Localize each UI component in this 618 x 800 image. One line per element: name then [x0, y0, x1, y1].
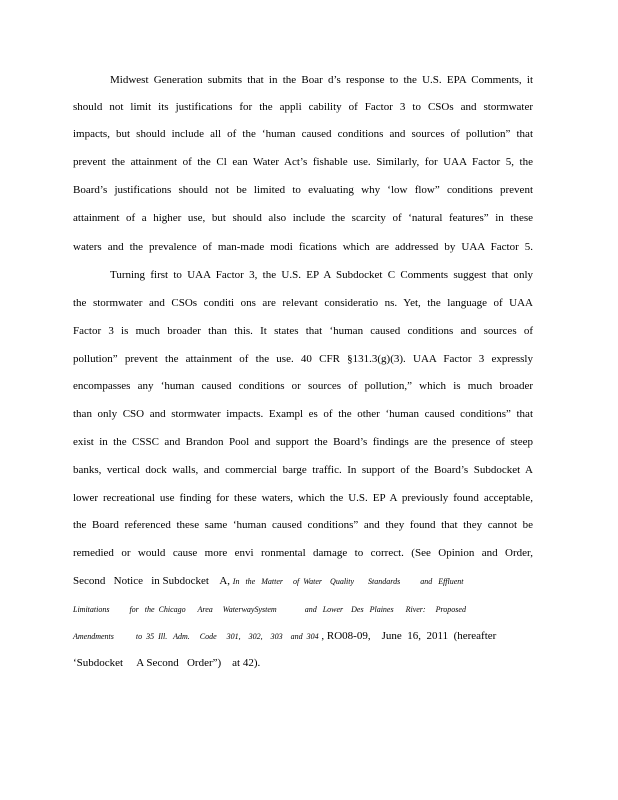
case-amendments-italic: Amendments to 35 Ill. Adm. Code 301, 302, 303 and 304 [73, 632, 319, 641]
paragraph-2-line-6: than only CSO and stormwater impacts. Exampl es of the other ‘human caused conditions” that [73, 408, 533, 420]
paragraph-2-line-9: lower recreational use finding for these waters, which the U.S. EP A previously found acceptable, [73, 492, 533, 504]
case-title-italic-continued: Limitations for the Chicago Area WaterwaySystem and Lower Des Plaines River: Proposed [73, 605, 466, 614]
paragraph-2-line-8: banks, vertical dock walls, and commercial barge traffic. In support of the Board’s Subdocket A [73, 464, 533, 476]
paragraph-1-line-3: impacts, but should include all of the ‘human caused conditions and sources of pollution” that [73, 128, 533, 140]
paragraph-2-line-3: Factor 3 is much broader than this. It states that ‘human caused conditions and sources of [73, 325, 533, 337]
paragraph-1-line-1: Midwest Generation submits that in the Boar d’s response to the U.S. EPA Comments, it [110, 74, 533, 86]
paragraph-2-line-13 [73, 602, 533, 617]
paragraph-2-line-4: pollution” prevent the attainment of the use. 40 CFR §131.3(g)(3). UAA Factor 3 expressly [73, 353, 533, 365]
paragraph-2-line-1: Turning first to UAA Factor 3, the U.S. EP A Subdocket C Comments suggest that only [110, 269, 533, 281]
paragraph-2-line-10: the Board referenced these same ‘human caused conditions” and they found that they cannot be [73, 519, 533, 531]
paragraph-2-line-15: ‘Subdocket A Second Order”) at 42). [73, 657, 261, 669]
paragraph-2-line-5: encompasses any ‘human caused conditions or sources of pollution,” which is much broader [73, 380, 533, 392]
paragraph-1-line-5: Board’s justifications should not be limited to evaluating why ‘low flow” conditions prevent [73, 184, 533, 196]
paragraph-2-line-11: remedied or would cause more envi ronmental damage to correct. (See Opinion and Order, [73, 547, 533, 559]
paragraph-1-line-4: prevent the attainment of the Cl ean Water Act’s fishable use. Similarly, for UAA Factor 5, the [73, 156, 533, 168]
case-title-italic: In the Matter of Water Quality Standards and Effluent [232, 577, 464, 586]
paragraph-2-line-7: exist in the CSSC and Brandon Pool and support the Board’s findings are the presence of steep [73, 436, 533, 448]
paragraph-1-line-7: waters and the prevalence of man-made modi fications which are addressed by UAA Factor 5. [73, 241, 533, 253]
paragraph-2-line-12 [73, 574, 533, 589]
paragraph-2-line-14 [73, 629, 533, 644]
paragraph-1-line-6: attainment of a higher use, but should also include the scarcity of ‘natural features” in these [73, 212, 533, 224]
paragraph-1-line-2: should not limit its justifications for the appli cability of Factor 3 to CSOs and stormwater [73, 101, 533, 113]
citation-prefix: Second Notice in Subdocket A, [73, 575, 233, 587]
citation-docket-date: , RO08-09, June 16, 2011 (hereafter [318, 630, 497, 642]
paragraph-2-line-2: the stormwater and CSOs conditi ons are relevant consideratio ns. Yet, the language of UAA [73, 297, 533, 309]
